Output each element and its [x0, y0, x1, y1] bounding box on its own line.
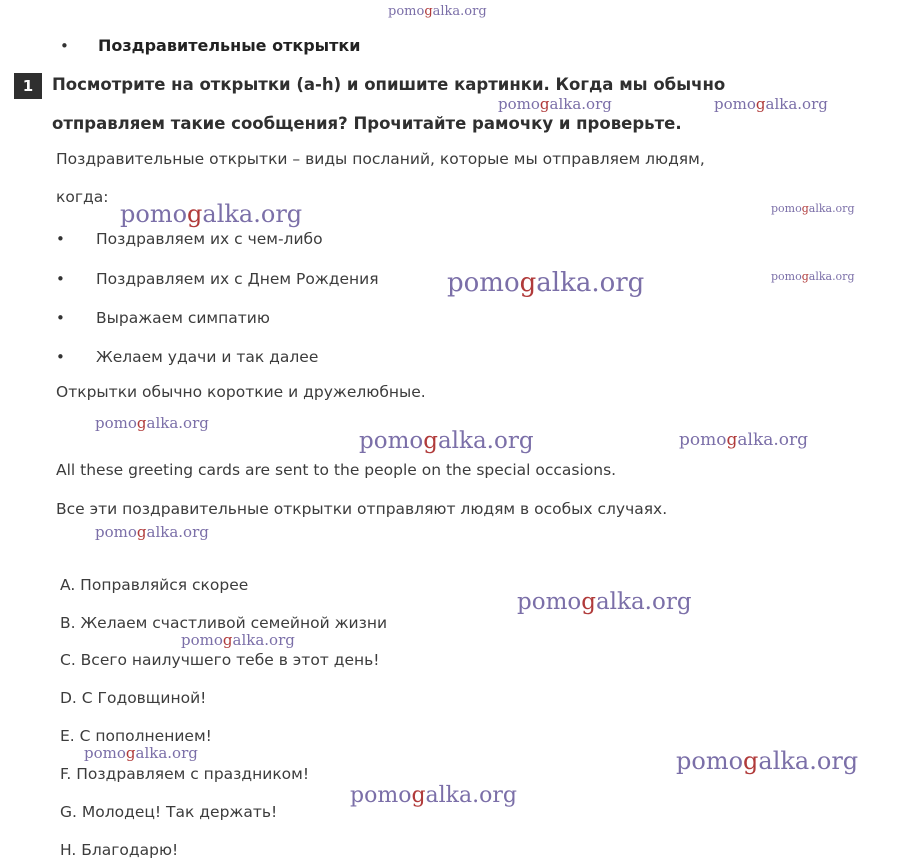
watermark: pomogalka.org — [181, 631, 295, 649]
answer-option-h: H. Благодарю! — [60, 841, 179, 859]
watermark: pomogalka.org — [498, 95, 612, 113]
list-item-label: Поздравляем их с Днем Рождения — [96, 270, 379, 288]
watermark: pomogalka.org — [676, 747, 859, 775]
intro-line-2: когда: — [56, 188, 109, 206]
watermark: pomogalka.org — [517, 589, 692, 615]
bullet-icon: • — [56, 270, 65, 288]
list-item-label: Поздравляем их с чем-либо — [96, 230, 323, 248]
intro-line-1: Поздравительные открытки – виды посланий, которые мы отправляем людям, — [56, 150, 705, 168]
bullet-icon: • — [56, 230, 65, 248]
list-item — [56, 230, 323, 248]
bullet-icon: • — [56, 348, 65, 366]
section-heading-text: Поздравительные открытки — [98, 36, 361, 55]
list-item-label: Желаем удачи и так далее — [96, 348, 319, 366]
task-number-badge: 1 — [14, 73, 42, 99]
watermark: pomogalka.org — [95, 414, 209, 432]
translation-english: All these greeting cards are sent to the people on the special occasions. — [56, 461, 617, 479]
watermark: pomogalka.org — [120, 200, 303, 228]
list-item — [56, 309, 270, 327]
task-question-line-2: отправляем такие сообщения? Прочитайте рамочку и проверьте. — [52, 114, 682, 133]
watermark: pomogalka.org — [679, 430, 809, 450]
answer-option-e: E. С пополнением! — [60, 727, 212, 745]
answer-option-g: G. Молодец! Так держать! — [60, 803, 278, 821]
list-item — [56, 348, 318, 366]
list-item — [56, 270, 379, 288]
answer-option-f: F. Поздравляем с праздником! — [60, 765, 310, 783]
watermark: pomogalka.org — [388, 4, 487, 19]
answer-option-d: D. С Годовщиной! — [60, 689, 207, 707]
watermark: pomogalka.org — [771, 270, 855, 283]
answer-option-a: A. Поправляйся скорее — [60, 576, 249, 594]
translation-russian: Все эти поздравительные открытки отправляют людям в особых случаях. — [56, 500, 668, 518]
watermark: pomogalka.org — [95, 523, 209, 541]
bullet-icon: • — [60, 37, 69, 55]
watermark: pomogalka.org — [714, 95, 828, 113]
watermark: pomogalka.org — [359, 428, 534, 454]
watermark: pomogalka.org — [350, 783, 517, 808]
bullet-icon: • — [56, 309, 65, 327]
task-question-line-1: Посмотрите на открытки (a-h) и опишите картинки. Когда мы обычно — [52, 75, 726, 94]
watermark: pomogalka.org — [84, 744, 198, 762]
section-heading-row — [60, 36, 360, 55]
list-item-label: Выражаем симпатию — [96, 309, 270, 327]
watermark: pomogalka.org — [447, 268, 645, 298]
note-text: Открытки обычно короткие и дружелюбные. — [56, 383, 426, 401]
answer-option-c: C. Всего наилучшего тебе в этот день! — [60, 651, 380, 669]
watermark: pomogalka.org — [771, 202, 855, 215]
answer-option-b: B. Желаем счастливой семейной жизни — [60, 614, 388, 632]
